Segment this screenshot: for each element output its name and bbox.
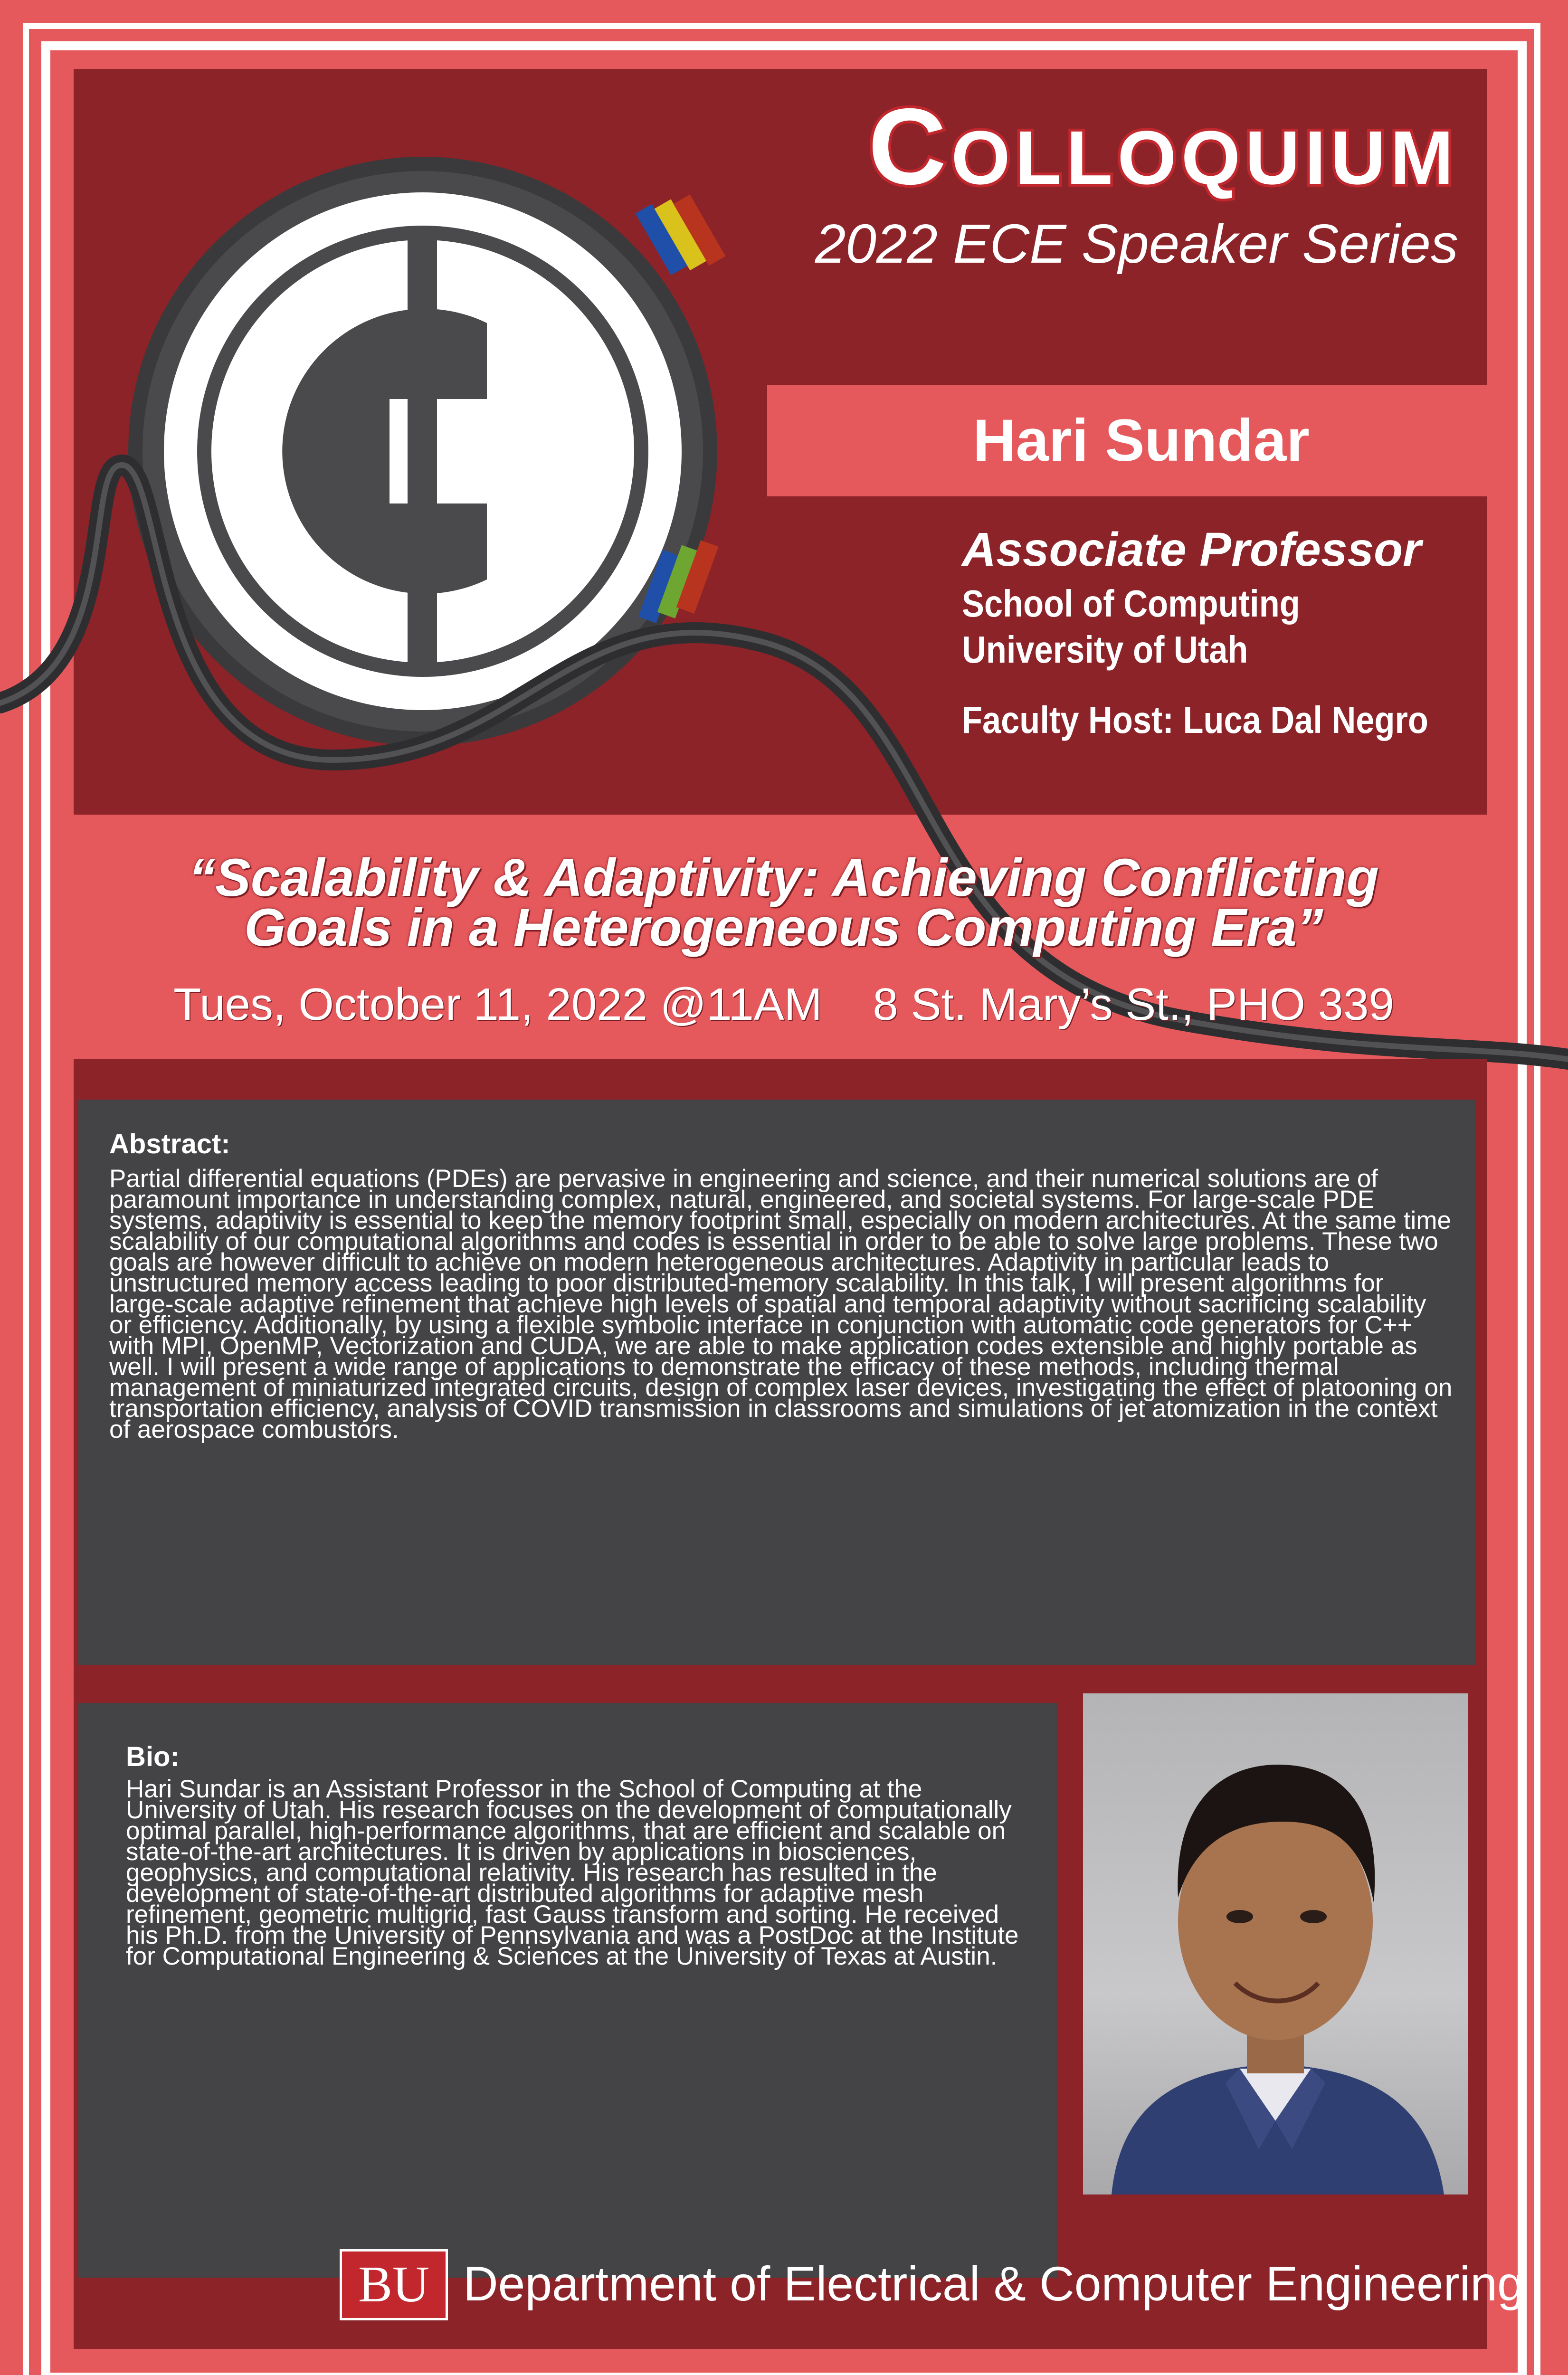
abstract-heading: Abstract: bbox=[109, 1129, 230, 1159]
speaker-series-subtitle: 2022 ECE Speaker Series bbox=[815, 213, 1458, 275]
talk-title-line2: Goals in a Heterogeneous Computing Era” bbox=[244, 898, 1323, 957]
bio-heading: Bio: bbox=[126, 1741, 180, 1772]
speaker-university: University of Utah bbox=[962, 628, 1248, 671]
faculty-host: Faculty Host: Luca Dal Negro bbox=[962, 699, 1428, 741]
bio-body: Hari Sundar is an Assistant Professor in the School of Computing at the University of Utah. His research focuses on the development of computationally optimal parallel, high-performance algorithms, that are efficient and scalable on state-of-the-art architectures. It is driven by applications in biosciences, geophysics, and computational relativity. His research has resulted in the development of state-of-the-art distributed algorithms for adaptive mesh refinement, geometric multigrid, fast Gauss transform and sorting. He received his Ph.D. from the University of Pennsylvania and was a PostDoc at the Institute for Computational Engineering & Sciences at the University of Texas at Austin. bbox=[126, 1775, 1019, 1970]
talk-title bbox=[48, 848, 1520, 957]
speaker-department: School of Computing bbox=[962, 582, 1300, 625]
bu-logo: BU bbox=[340, 2249, 448, 2320]
event-location: 8 St. Mary’s St., PHO 339 bbox=[873, 979, 1394, 1030]
event-date: Tues, October 11, 2022 @11AM bbox=[173, 979, 822, 1030]
department-footer: Department of Electrical & Computer Engineering bbox=[463, 2257, 1524, 2311]
abstract-body: Partial differential equations (PDEs) are pervasive in engineering and science, and their numerical solutions are of paramount importance in understanding complex, natural, engineered, and societal systems. For large-scale PDE systems, adaptivity is essential to keep the memory footprint small, especially on modern architectures. At the same time scalability of our computational algorithms and codes is essential in order to be able to solve large problems. These two goals are however difficult to achieve on modern heterogeneous architectures. Adaptivity in particular leads to unstructured memory access leading to poor distributed-memory scalability. In this talk, I will present algorithms for large-scale adaptive refinement that achieve high levels of spatial and temporal adaptivity without sacrificing scalability or efficiency. Additionally, by using a flexible symbolic interface in conjunction with automatic code generators for C++ with MPI, OpenMP, Vectorization and CUDA, we are able to make application codes extensible and highly portable as well. I will present a wide range of applications to demonstrate the efficacy of these methods, including thermal management of miniaturized integrated circuits, design of complex laser devices, investigating the effect of platooning on transportation efficiency, analysis of COVID transmission in classrooms and simulations of jet atomization in the context of aerospace combustors. bbox=[109, 1165, 1453, 1444]
talk-title-line1: “Scalability & Adaptivity: Achieving Conflicting bbox=[189, 848, 1379, 907]
colloquium-title: Colloquium bbox=[868, 86, 1458, 207]
speaker-photo bbox=[1083, 1693, 1468, 2194]
speaker-name: Hari Sundar bbox=[973, 408, 1310, 474]
speaker-position: Associate Professor bbox=[962, 523, 1422, 576]
speaker-portrait-icon bbox=[1083, 1693, 1468, 2194]
event-details bbox=[48, 978, 1520, 1031]
